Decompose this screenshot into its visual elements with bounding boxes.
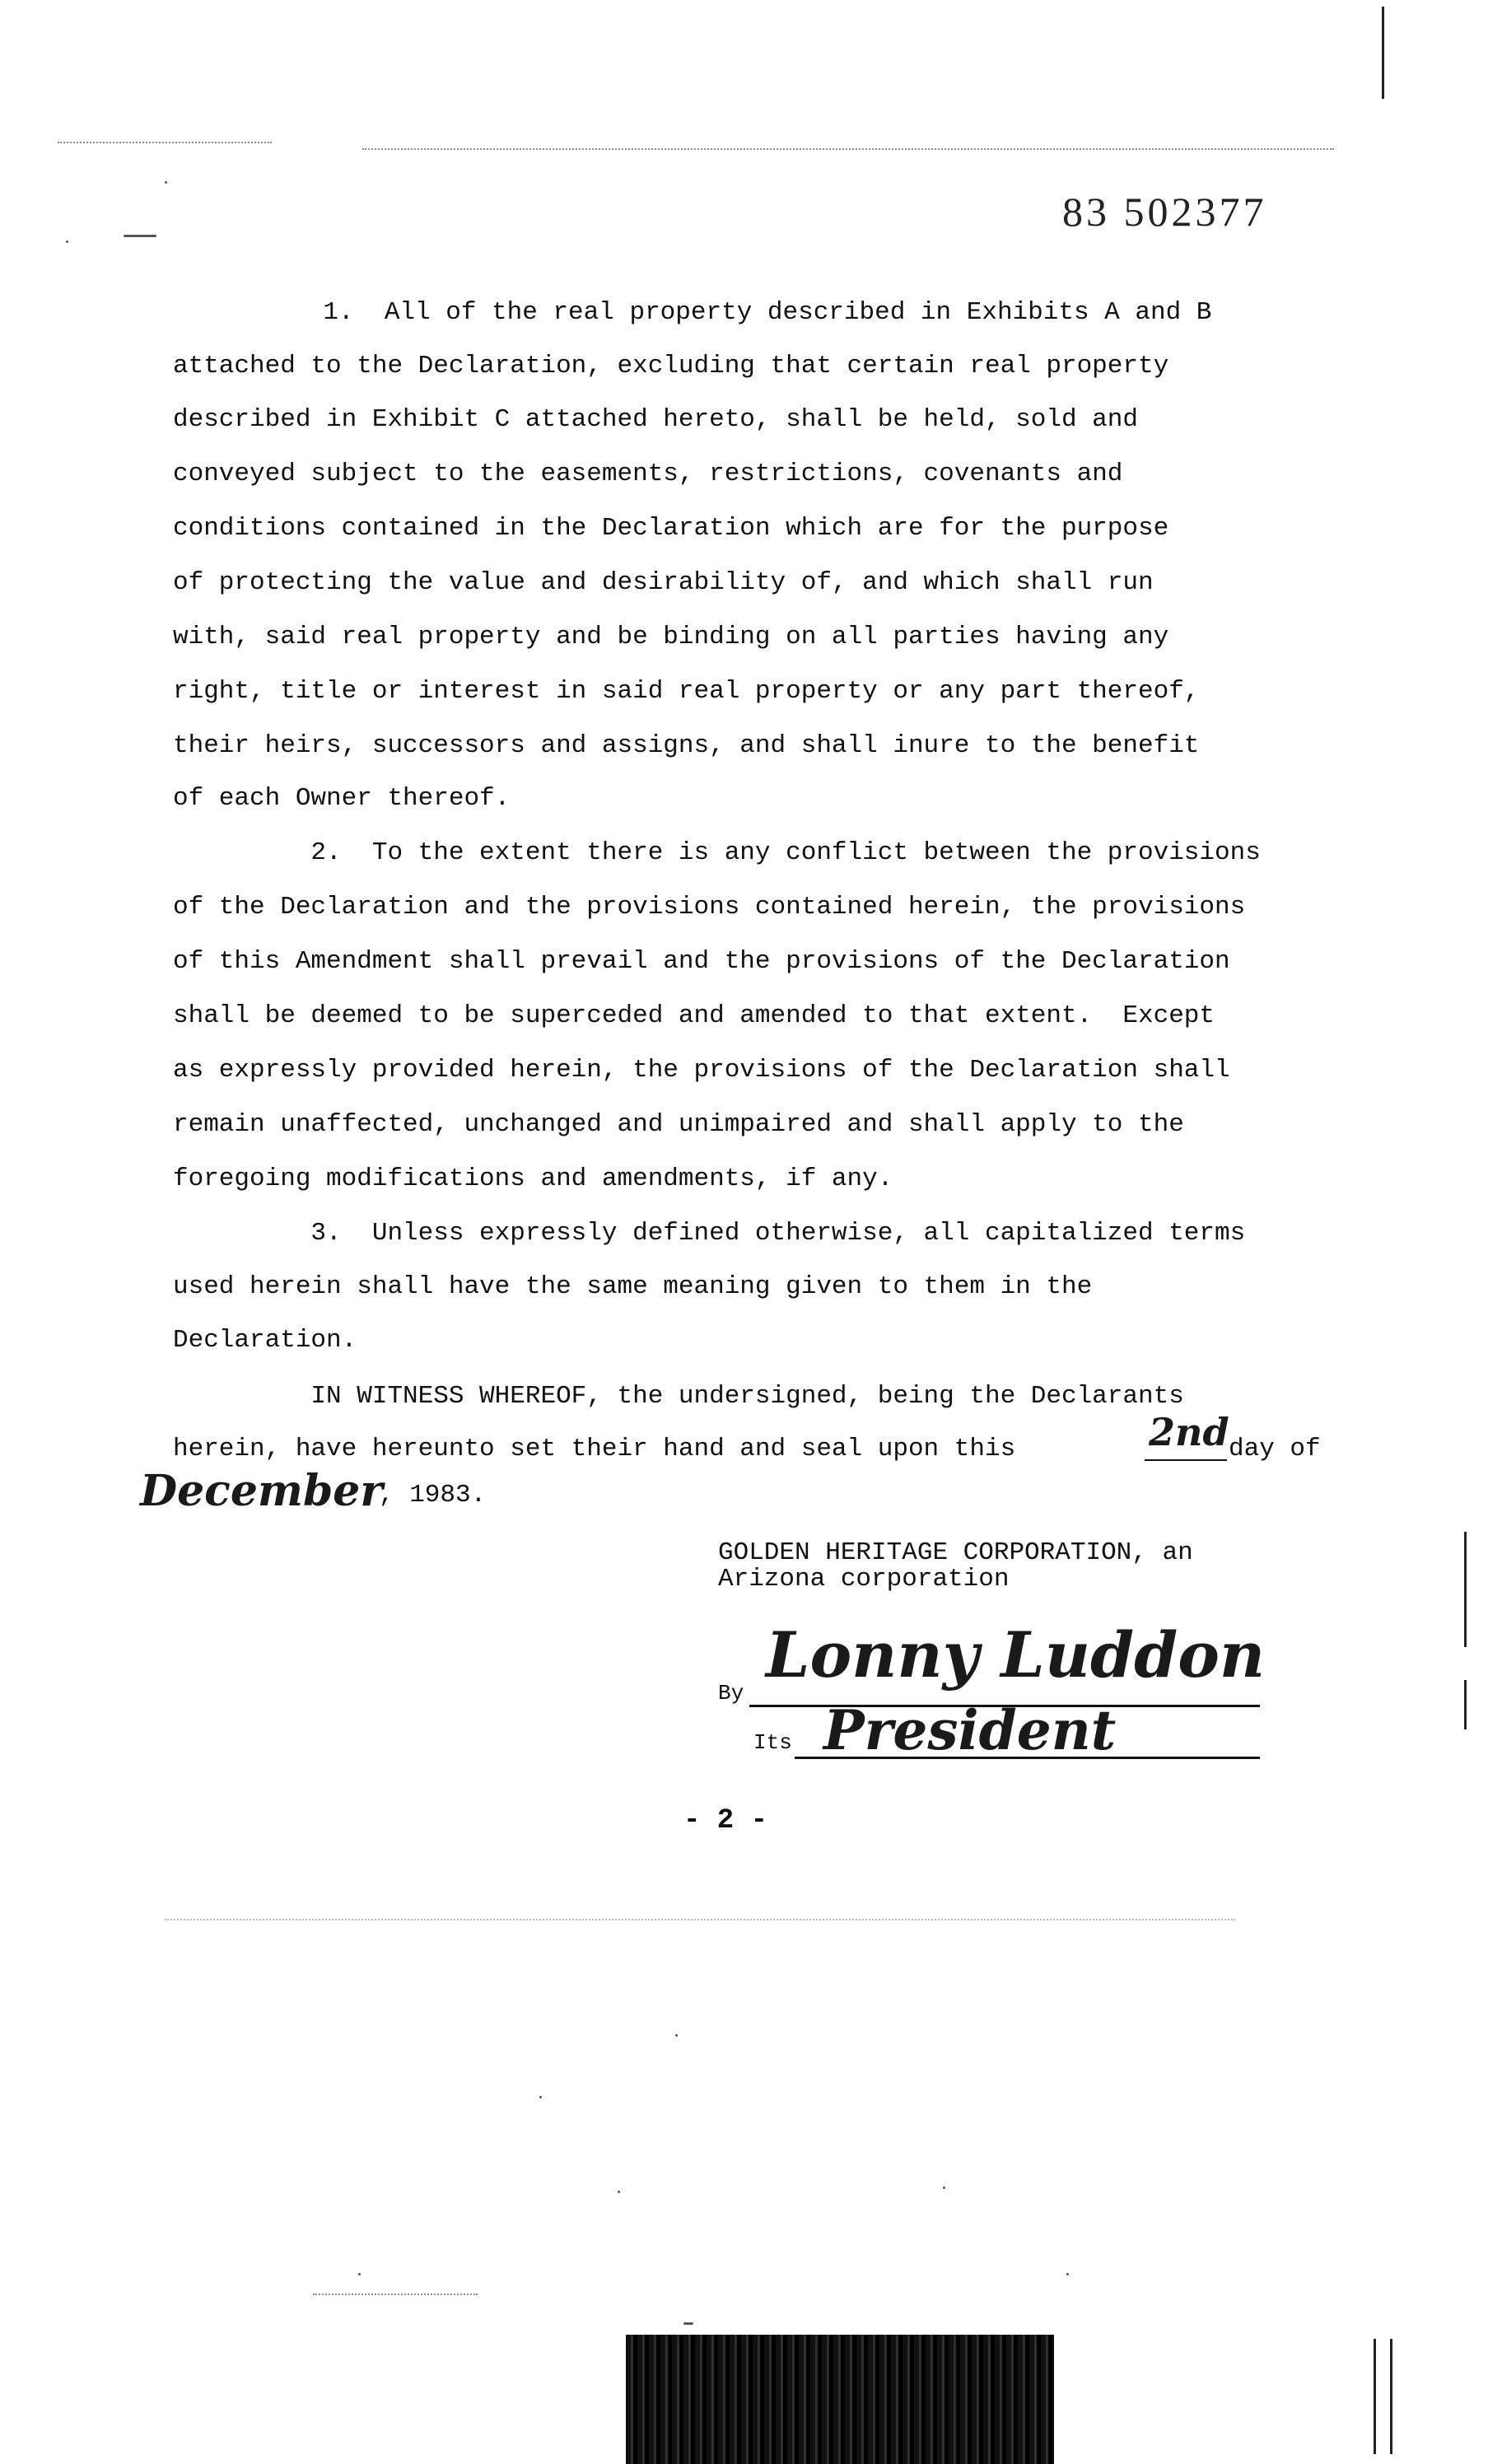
day-suffix-text: day of [1229, 1435, 1321, 1463]
body-line: IN WITNESS WHEREOF, the undersigned, being the Declarants [173, 1382, 1184, 1411]
body-line: attached to the Declaration, excluding that certain real property [173, 352, 1169, 380]
handwritten-month: December [140, 1466, 383, 1516]
company-state: Arizona corporation [718, 1565, 1010, 1594]
scan-artifact-line [313, 2294, 478, 2295]
scan-speck [1066, 2273, 1069, 2275]
body-line: Declaration. [173, 1326, 357, 1355]
margin-mark [1464, 1532, 1467, 1647]
body-line: 3. Unless expressly defined otherwise, all capitalized terms [173, 1219, 1246, 1248]
body-line: of this Amendment shall prevail and the provisions of the Declaration [173, 947, 1230, 976]
day-underline [1145, 1459, 1227, 1461]
its-label: Its [753, 1730, 792, 1755]
scan-speck [618, 2191, 620, 2193]
scan-speck [124, 235, 156, 237]
body-line: as expressly provided herein, the provisions of the Declaration shall [173, 1056, 1230, 1085]
handwritten-signature: Lonny Luddon [766, 1618, 1266, 1692]
body-line: conditions contained in the Declaration which are for the purpose [173, 514, 1169, 543]
scan-dark-region [626, 2335, 1054, 2464]
body-line: conveyed subject to the easements, restrictions, covenants and [173, 460, 1123, 488]
body-line: foregoing modifications and amendments, if any. [173, 1164, 893, 1193]
scan-speck [675, 2034, 678, 2037]
body-line: herein, have hereunto set their hand and seal upon this [173, 1435, 1016, 1463]
document-number: 83 502377 [1062, 189, 1267, 235]
company-name: GOLDEN HERITAGE CORPORATION, an [718, 1538, 1193, 1567]
body-line: of protecting the value and desirability of, and which shall run [173, 568, 1154, 597]
scan-artifact-top-line [58, 142, 272, 143]
scan-artifact-top-line [362, 148, 1334, 150]
body-line: of the Declaration and the provisions contained herein, the provisions [173, 893, 1246, 922]
margin-mark [1374, 2339, 1376, 2454]
body-line: described in Exhibit C attached hereto, shall be held, sold and [173, 405, 1138, 434]
scan-speck [358, 2273, 361, 2275]
margin-mark [1464, 1680, 1467, 1729]
year-text: , 1983. [379, 1481, 487, 1510]
body-line: used herein shall have the same meaning given to them in the [173, 1272, 1093, 1301]
body-line: 1. All of the real property described in Exhibits A and B [262, 298, 1212, 327]
scan-speck [539, 2096, 542, 2098]
page-number: - 2 - [683, 1805, 768, 1836]
by-label: By [718, 1681, 744, 1706]
body-line: 2. To the extent there is any conflict between the provisions [173, 838, 1261, 867]
handwritten-title: President [823, 1698, 1117, 1762]
scan-speck [683, 2322, 693, 2325]
body-line: their heirs, successors and assigns, and shall inure to the benefit [173, 731, 1200, 760]
handwritten-day: 2nd [1149, 1410, 1229, 1454]
scan-speck [943, 2186, 945, 2189]
margin-mark [1390, 2339, 1392, 2454]
title-line [795, 1757, 1260, 1759]
body-line: shall be deemed to be superceded and amended to that extent. Except [173, 1001, 1215, 1030]
scan-artifact-line [165, 1919, 1235, 1920]
body-line: with, said real property and be binding on all parties having any [173, 623, 1169, 651]
scan-speck [66, 240, 68, 243]
body-line: right, title or interest in said real property or any part thereof, [173, 677, 1200, 706]
body-line: of each Owner thereof. [173, 784, 511, 813]
margin-mark [1382, 7, 1384, 99]
scan-speck [165, 181, 167, 184]
body-line: remain unaffected, unchanged and unimpaired and shall apply to the [173, 1110, 1184, 1139]
